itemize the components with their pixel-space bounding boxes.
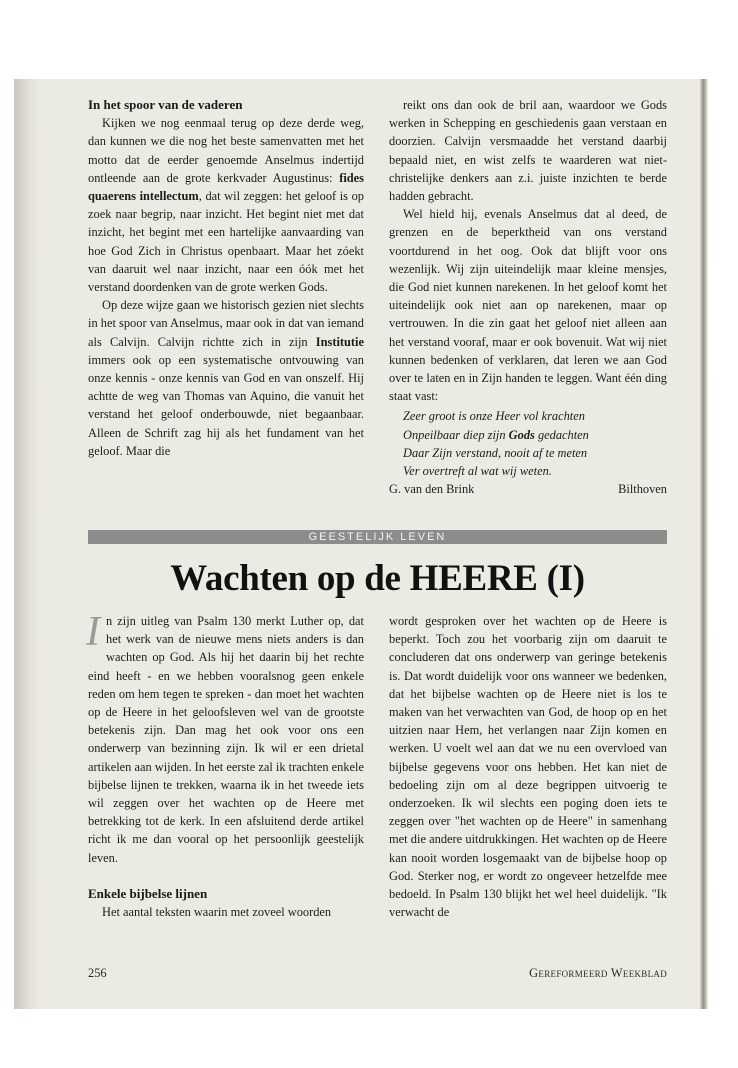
text-run: Het aantal teksten waarin met zoveel woorden [102, 905, 332, 920]
top-article-heading: In het spoor van de vaderen [88, 97, 243, 112]
paragraph [88, 903, 364, 921]
top-article-right-column [389, 96, 667, 498]
poem-line [403, 426, 667, 444]
top-left-paragraphs [88, 114, 364, 460]
text-run: , dat wil zeggen: het geloof is op zoek naar begrip, naar inzicht. Het begint niet met dat inzicht, het begint met een hartelijke aanvaarding van hoe God Zich in Christus openbaart. Maar het zóekt van daaruit wel naar inzicht, naar een óók met het verstand doordenken van de grote werken Gods. [88, 189, 364, 295]
author-name: G. van den Brink [389, 482, 475, 497]
author-location: Bilthoven [618, 482, 667, 497]
text-run: gedachten [534, 427, 589, 442]
bold-text-run: Institutie [315, 334, 364, 349]
main-left-paragraphs [86, 609, 364, 867]
text-run: Zeer groot is onze Heer vol krachten [403, 409, 585, 424]
text-run: Onpeilbaar diep zijn [403, 427, 509, 442]
main-article-right-column [389, 612, 667, 921]
section-label-band: GEESTELIJK LEVEN [88, 530, 667, 544]
text-run: n zijn uitleg van Psalm 130 merkt Luther op, dat het werk van de nieuwe mens niets anders is dan wachten op God. Als hij het daarin bij het rechte eind heeft - en we hebben vooralsnog geen enkele reden om hem tegen te spreken - dan moet het wachten op de Heere in het geloofsleven wel van de grootste betekenis zijn. Dan mag het ook voor ons een onderwerp van bezinning zijn. Ik wil er een drietal artikelen aan wijden. In het eerste zal ik trachten enkele bijbelse lijnen te trekken, waarna ik in het tweede iets wil zeggen over het wachten op de Heere met betrekking tot de kerk. In een afsluitend derde artikel richt ik me dan vooral op het persoonlijk geestelijk leven. [88, 614, 364, 865]
main-article-left-column [86, 609, 364, 921]
text-run: immers ook op een systematische ontvouwing van onze kennis - onze kennis van God en van onszelf. Hij achtte de weg van Thomas van Aquino, die vanuit het verstand het geloof onderbouwde, niet begaanbaar. Alleen de Schrift zag hij als het fundament van het geloof. Maar die [88, 352, 364, 458]
text-run: Daar Zijn verstand, nooit af te meten [403, 445, 588, 460]
poem-line [403, 462, 667, 480]
poem-quote [403, 407, 667, 480]
publication-name: Gereformeerd Weekblad [529, 966, 667, 980]
page-edge [700, 79, 708, 1009]
text-run: wordt gesproken over het wachten op de Heere is beperkt. Toch zou het voorbarig zijn om daaruit te concluderen dat ons onderwerp van geringe betekenis is. Dat wordt duidelijk voor ons wanneer we bedenken, dat het bijbelse wachten op de Heere niet is los te maken van het verwachten van God, de hoop op en het uitzien naar Hem, het verlangen naar Zijn komen en werken. U voelt wel aan dat we nu een overvloed van bijbelse gegevens voor ons hebben. Het kan niet de bedoeling zijn om al deze begrippen uitvoerig te onderzoeken. Ik wil slechts een poging doen iets te zeggen over "het wachten op de Heere" in samenhang met die andere uitdrukkingen. Het wachten op de Heere kan nooit worden losgemaakt van de bijbelse hoop op God. Sterker nog, er wordt zo ongeveer hetzelfde mee bedoeld. In Psalm 130 blijkt het wel heel duidelijk. "Ik verwacht de [389, 614, 667, 920]
page-number: 256 [88, 966, 107, 980]
paragraph [88, 296, 364, 460]
main-right-paragraphs [389, 612, 667, 921]
text-run: Wel hield hij, evenals Anselmus dat al deed, de grenzen en de beperktheid van ons verstand voortdurend in het oog. Ook dat blijft voor ons wezenlijk. Wij zijn uiteindelijk maar kleine mensjes, die God niet kunnen narekenen. In het geloof komt het uiteindelijk ook niet aan op narekenen, maar op vertrouwen. In die zin gaat het geloof niet alleen aan het verstand vooraf, maar er ook bovenuit. Wat wij niet kunnen bedenken of verklaren, dat leren we aan God over te laten en in Zijn handen te leggen. Want één ding staat vast: [389, 207, 667, 404]
main-left-after-paragraphs [88, 903, 364, 921]
paragraph [389, 205, 667, 405]
text-run: Kijken we nog eenmaal terug op deze derde weg, dan kunnen we die nog het beste samenvatten met het motto dat de eerder genoemde Anselmus indertijd ontleende aan de grote kerkvader Augustinus: [88, 116, 364, 185]
bold-text-run: Gods [508, 427, 535, 442]
paragraph [389, 96, 667, 205]
text-run: reikt ons dan ook de bril aan, waardoor we Gods werken in Schepping en geschiedenis gaan verstaan en doorzien. Calvijn versmaadde het verstand daarbij bepaald niet, en wist zelfs te waarderen wat niet-christelijke denkers aan z.i. juiste inzichten te berde hadden gebracht. [389, 98, 667, 204]
paragraph [88, 114, 364, 296]
poem-line [403, 444, 667, 462]
page-footer [88, 966, 667, 981]
top-article-left-column [88, 96, 364, 460]
page-spine-shadow [14, 79, 40, 1009]
bold-text-run: fides quaerens intellectum [88, 170, 364, 204]
text-run: Op deze wijze gaan we historisch gezien niet slechts in het spoor van Anselmus, maar ook in dat van iemand als Calvijn. Calvijn richtte zich in zijn [88, 298, 364, 349]
main-subheading: Enkele bijbelse lijnen [88, 885, 208, 901]
paragraph [86, 609, 364, 867]
poem-line [403, 407, 667, 425]
drop-cap: I [86, 609, 100, 655]
signature-row [389, 480, 667, 498]
article-title: Wachten op de HEERE (I) [170, 558, 585, 599]
paragraph [389, 612, 667, 921]
top-right-paragraphs [389, 96, 667, 405]
text-run: Ver overtreft al wat wij weten. [403, 464, 552, 479]
